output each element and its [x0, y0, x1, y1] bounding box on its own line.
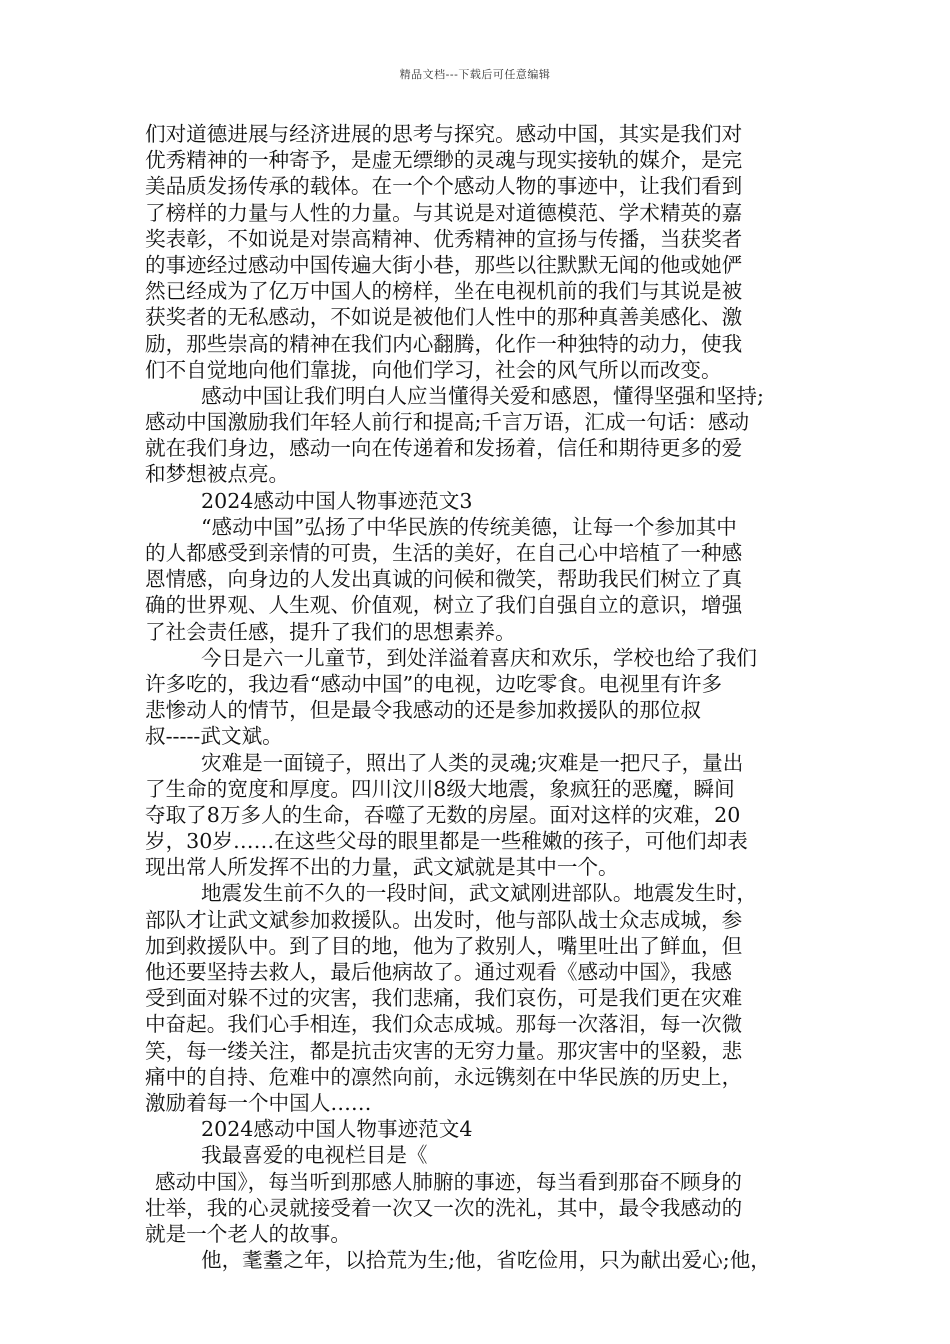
text-line: 获奖者的无私感动，不如说是被他们人性中的那种真善美感化、激 [145, 305, 743, 330]
text-line: 部队才让武文斌参加救援队。出发时，他与部队战士众志成城，参 [145, 907, 743, 932]
text-line: 和梦想被点亮。 [145, 462, 290, 487]
text-line: 痛中的自持、危难中的凛然向前，永远镌刻在中华民族的历史上， [145, 1064, 743, 1089]
text-line: 许多吃的，我边看“感动中国”的电视，边吃零食。电视里有许多 [145, 671, 723, 696]
text-line: 激励着每一个中国人…… [145, 1090, 372, 1115]
text-line: 就在我们身边，感动一向在传递着和发扬着，信任和期待更多的爱 [145, 436, 743, 461]
paragraph-start: “感动中国”弘扬了中华民族的传统美德，让每一个参加其中 [201, 514, 737, 539]
text-line: 他还要坚持去救人，最后他病故了。通过观看《感动中国》，我感 [145, 960, 732, 984]
text-line: 笑，每一缕关注，都是抗击灾害的无穷力量。那灾害中的坚毅，悲 [145, 1038, 743, 1063]
section-heading: 2024感动中国人物事迹范文3 [201, 488, 473, 513]
text-line: 现出常人所发挥不出的力量，武文斌就是其中一个。 [145, 855, 619, 880]
paragraph-start: 感动中国让我们明白人应当懂得关爱和感恩，懂得坚强和坚持; [201, 383, 764, 408]
text-line: 了社会责任感，提升了我们的思想素养。 [145, 619, 516, 644]
text-line: 感动中国》，每当听到那感人肺腑的事迹，每当看到那奋不顾身的 [155, 1169, 742, 1194]
document-body [145, 121, 805, 1273]
paragraph-start: 我最喜爱的电视栏目是《 [201, 1143, 428, 1168]
text-line: 受到面对躲不过的灾害，我们悲痛，我们哀伤，可是我们更在灾难 [145, 986, 743, 1011]
text-line: 了榜样的力量与人性的力量。与其说是对道德模范、学术精英的嘉 [145, 200, 743, 225]
text-line: 奖表彰，不如说是对崇高精神、优秀精神的宣扬与传播，当获奖者 [145, 226, 743, 251]
text-line: 悲惨动人的情节，但是最令我感动的还是参加救援队的那位叔 [145, 698, 702, 723]
text-line: 岁，30岁……在这些父母的眼里都是一些稚嫩的孩子，可他们却表 [145, 829, 748, 854]
text-line: 感动中国激励我们年轻人前行和提高;千言万语，汇成一句话：感动 [145, 410, 750, 435]
text-line: 美品质发扬传承的载体。在一个个感动人物的事迹中，让我们看到 [145, 174, 743, 199]
text-line: 了生命的宽度和厚度。四川汶川8级大地震，象疯狂的恶魔，瞬间 [145, 776, 735, 801]
paragraph-start: 今日是六一儿童节，到处洋溢着喜庆和欢乐，学校也给了我们 [201, 645, 758, 670]
text-line: 们对道德进展与经济进展的思考与探究。感动中国，其实是我们对 [145, 122, 743, 146]
text-line: 确的世界观、人生观、价值观，树立了我们自强自立的意识，增强 [145, 593, 743, 618]
paragraph-start: 地震发生前不久的一段时间，武文斌刚进部队。地震发生时， [201, 881, 758, 906]
text-line: 的人都感受到亲情的可贵，生活的美好，在自己心中培植了一种感 [145, 541, 743, 565]
section-heading: 2024感动中国人物事迹范文4 [201, 1117, 473, 1142]
text-line: 就是一个老人的故事。 [145, 1221, 351, 1246]
paragraph-start: 灾难是一面镜子，照出了人类的灵魂;灾难是一把尺子，量出 [201, 750, 744, 775]
text-line: 加到救援队中。到了目的地，他为了救别人，嘴里吐出了鲜血，但 [145, 933, 743, 958]
text-line: 恩情感，向身边的人发出真诚的问候和微笑，帮助我民们树立了真 [145, 567, 743, 592]
text-line: 励，那些崇高的精神在我们内心翻腾，化作一种独特的动力，使我 [145, 331, 743, 356]
text-line: 中奋起。我们心手相连，我们众志成城。那每一次落泪，每一次微 [145, 1012, 743, 1037]
text-line: 壮举，我的心灵就接受着一次又一次的洗礼，其中，最令我感动的 [145, 1195, 743, 1220]
text-line: 们不自觉地向他们靠拢，向他们学习，社会的风气所以而改变。 [145, 357, 722, 382]
page-header: 精品文档---下载后可任意编辑 [399, 68, 551, 81]
text-line: 叔-----武文斌。 [145, 724, 283, 749]
paragraph-start: 他，耄耋之年，以拾荒为生;他，省吃俭用，只为献出爱心;他， [201, 1248, 771, 1273]
text-line: 优秀精神的一种寄予，是虚无缥缈的灵魂与现实接轨的媒介，是完 [145, 148, 743, 173]
text-line: 然已经成为了亿万中国人的榜样，坐在电视机前的我们与其说是被 [145, 279, 743, 304]
text-line: 的事迹经过感动中国传遍大街小巷，那些以往默默无闻的他或她俨 [145, 252, 743, 277]
text-line: 夺取了8万多人的生命，吞噬了无数的房屋。面对这样的灾难，20 [145, 802, 741, 827]
